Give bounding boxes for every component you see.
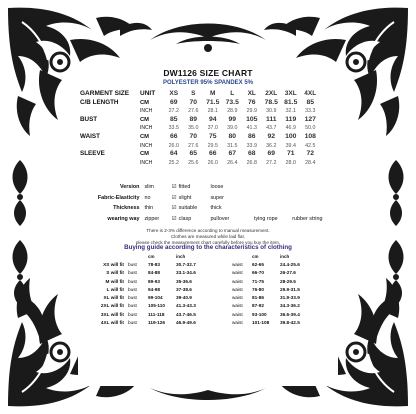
unit-inch: INCH <box>140 125 153 132</box>
value-cm: 71 <box>286 150 295 158</box>
value-cm: 76 <box>247 98 256 106</box>
value-cm: 86 <box>247 132 256 140</box>
guide-waist-label: waist <box>232 278 243 284</box>
attribute-option <box>254 214 292 225</box>
option-label: thin <box>144 205 154 212</box>
checked-box-icon: ☑ <box>171 215 177 222</box>
option-label: thick <box>210 205 222 212</box>
checked-box-icon: ☑ <box>171 184 177 191</box>
guide-waist-cm: 62-65 <box>252 261 264 267</box>
option-label: pullover <box>210 215 230 222</box>
guide-waist-label: waist <box>232 311 243 317</box>
measure-label-empty <box>80 142 140 151</box>
attribute-option <box>144 182 171 193</box>
value-inch: 27.6 <box>188 108 199 115</box>
value-inch: 28.9 <box>227 108 238 115</box>
value-inch: 29.9 <box>246 108 257 115</box>
value-cm: 66 <box>208 150 217 158</box>
value-inch: 37.0 <box>207 125 218 132</box>
value-inch: 33.5 <box>168 125 179 132</box>
attribute-name: Fabric-Elasticity <box>97 194 140 201</box>
guide-waist-cm: 66-70 <box>252 270 264 276</box>
size-row-sleeve-inch <box>80 159 320 168</box>
value-cm: 119 <box>285 115 297 123</box>
option-label: rubber string <box>292 215 323 222</box>
unit-cm: CM <box>140 99 150 106</box>
value-cm: 69 <box>169 98 178 106</box>
value-inch: 30.9 <box>266 108 277 115</box>
value-inch: 27.2 <box>266 159 277 166</box>
note-check: please check the measurement chart carefully before you buy the item. <box>135 240 281 245</box>
value-cm: 64 <box>169 150 178 158</box>
size-row-c-b-length-inch <box>80 107 320 116</box>
value-cm: 92 <box>267 132 276 140</box>
guide-waist-cm: 76-80 <box>252 286 264 292</box>
guide-bust-inch: 33.1-34.6 <box>176 270 196 276</box>
value-inch: 33.9 <box>246 142 257 149</box>
guide-header-inch: inch <box>176 253 186 259</box>
material-composition: POLYESTER 95% SPANDEX 5% <box>162 80 254 86</box>
attribute-option <box>172 203 211 214</box>
attribute-option <box>210 214 254 225</box>
guide-waist-cm: 101-108 <box>252 320 270 326</box>
guide-bust-cm: 89-93 <box>148 278 160 284</box>
guide-bust-label: bust <box>128 270 137 276</box>
guide-waist-label: waist <box>232 261 243 267</box>
value-cm: 99 <box>228 115 237 123</box>
attribute-name: Version <box>119 184 140 191</box>
value-inch: 43.7 <box>266 125 277 132</box>
guide-waist-cm: 71-75 <box>252 278 264 284</box>
attribute-option <box>144 214 171 225</box>
checked-box-icon: ☑ <box>171 205 177 212</box>
guide-row <box>86 318 336 326</box>
guide-waist-inch: 24.4-25.6 <box>280 261 300 267</box>
size-row-bust-cm <box>80 116 320 125</box>
size-row-sleeve-cm <box>80 150 320 159</box>
option-label: no <box>144 194 151 201</box>
option-label: suitable <box>178 205 198 212</box>
value-cm: 66 <box>169 132 178 140</box>
guide-header-row <box>86 252 336 260</box>
value-inch: 25.2 <box>168 159 179 166</box>
measure-label: SLEEVE <box>80 150 105 158</box>
header-size-3xl: 3XL <box>284 90 297 97</box>
guide-waist-inch: 31.9-33.9 <box>280 295 300 301</box>
guide-size: 4XL will fit <box>100 320 124 326</box>
value-cm: 69 <box>267 150 276 158</box>
attribute-row <box>88 193 338 204</box>
guide-size: S will fit <box>106 270 124 276</box>
unit-cm: CM <box>140 133 150 140</box>
measure-label: BUST <box>80 115 98 123</box>
attribute-option <box>172 214 211 225</box>
header-size-xs: XS <box>169 90 179 97</box>
value-inch: 26.4 <box>227 159 238 166</box>
guide-bust-label: bust <box>128 278 137 284</box>
value-inch: 36.2 <box>266 142 277 149</box>
guide-bust-label: bust <box>128 303 137 309</box>
guide-row <box>86 277 336 285</box>
unit-cm: CM <box>140 116 150 123</box>
guide-waist-inch: 39.8-42.5 <box>280 320 300 326</box>
guide-waist-inch: 26-27.6 <box>280 270 296 276</box>
header-size-2xl: 2XL <box>265 90 278 97</box>
guide-waist-cm: 81-86 <box>252 295 264 301</box>
value-cm: 89 <box>189 115 198 123</box>
unit-inch: INCH <box>140 108 153 115</box>
value-inch: 26.0 <box>207 159 218 166</box>
value-cm: 71.5 <box>206 98 220 106</box>
value-cm: 94 <box>208 115 217 123</box>
attribute-row <box>88 214 338 225</box>
guide-waist-label: waist <box>232 286 243 292</box>
guide-waist-cm: 93-100 <box>252 311 267 317</box>
attribute-option <box>172 182 211 193</box>
guide-bust-inch: 37-38.6 <box>176 286 192 292</box>
guide-bust-label: bust <box>128 286 137 292</box>
unit-inch: INCH <box>140 142 153 149</box>
attribute-row <box>88 203 338 214</box>
value-inch: 39.4 <box>285 142 296 149</box>
guide-bust-inch: 30.7-32.7 <box>176 261 196 267</box>
header-size-xl: XL <box>247 90 256 97</box>
guide-bust-inch: 41.3-43.3 <box>176 303 196 309</box>
guide-bust-inch: 46.9-49.6 <box>176 320 196 326</box>
value-inch: 27.6 <box>188 142 199 149</box>
guide-row <box>86 285 336 293</box>
option-label: super <box>210 194 224 201</box>
size-row-waist-cm <box>80 133 320 142</box>
header-size-s: S <box>191 90 196 97</box>
buying-guide-title: Buying guide according to the characteristics of clothing <box>124 244 292 251</box>
value-cm: 80 <box>228 132 237 140</box>
header-size-m: M <box>210 90 216 97</box>
size-header-row <box>80 90 320 99</box>
checked-box-icon: ☑ <box>171 194 177 201</box>
value-inch: 28.4 <box>305 159 316 166</box>
value-inch: 50.0 <box>305 125 316 132</box>
value-inch: 28.1 <box>207 108 218 115</box>
value-inch: 46.9 <box>285 125 296 132</box>
attribute-option <box>210 182 254 193</box>
guide-bust-cm: 99-104 <box>148 295 163 301</box>
guide-bust-label: bust <box>128 261 137 267</box>
size-row-bust-inch <box>80 124 320 133</box>
option-label: loose <box>210 184 224 191</box>
attribute-option <box>210 203 254 214</box>
option-label: zipper <box>144 215 160 222</box>
guide-row <box>86 293 336 301</box>
value-cm: 65 <box>189 150 198 158</box>
guide-bust-cm: 78-83 <box>148 261 160 267</box>
attributes-table <box>88 182 338 224</box>
attribute-option <box>172 193 211 204</box>
guide-header-blank <box>128 252 148 260</box>
value-cm: 70 <box>189 98 198 106</box>
value-inch: 33.3 <box>305 108 316 115</box>
guide-waist-inch: 34.3-36.2 <box>280 303 300 309</box>
guide-waist-label: waist <box>232 295 243 301</box>
guide-header-cm: cm <box>252 253 259 259</box>
value-inch: 41.3 <box>246 125 257 132</box>
measure-label-empty <box>80 107 140 116</box>
guide-bust-cm: 119-126 <box>148 320 165 326</box>
attribute-option <box>144 193 171 204</box>
measure-label-empty <box>80 159 140 168</box>
guide-bust-label: bust <box>128 311 137 317</box>
guide-bust-label: bust <box>128 295 137 301</box>
header-size-4xl: 4XL <box>304 90 317 97</box>
guide-header-inch: inch <box>280 253 290 259</box>
guide-header-cm: cm <box>148 253 155 259</box>
size-row-c-b-length-cm <box>80 99 320 108</box>
option-label: fitted <box>178 184 191 191</box>
guide-header-blank <box>232 252 252 260</box>
guide-waist-inch: 28-29.5 <box>280 278 296 284</box>
guide-waist-inch: 36.6-39.4 <box>280 311 300 317</box>
size-chart-panel <box>78 66 338 386</box>
measure-label-empty <box>80 124 140 133</box>
attribute-option <box>144 203 171 214</box>
guide-size: L will fit <box>106 286 124 292</box>
value-inch: 39.0 <box>227 125 238 132</box>
chart-title: DW1126 SIZE CHART <box>163 68 253 78</box>
header-size-l: L <box>230 90 235 97</box>
guide-bust-inch: 43.7-46.5 <box>176 311 196 317</box>
option-label: tying rope <box>253 215 278 222</box>
option-label: clasp <box>178 215 192 222</box>
value-cm: 78.5 <box>264 98 278 106</box>
guide-bust-cm: 94-98 <box>148 286 160 292</box>
header-garment-size: GARMENT SIZE <box>80 90 130 97</box>
guide-bust-cm: 84-88 <box>148 270 160 276</box>
value-cm: 70 <box>189 132 198 140</box>
guide-header-blank <box>86 252 128 260</box>
attribute-row <box>88 182 338 193</box>
value-cm: 72 <box>306 150 315 158</box>
value-inch: 29.5 <box>207 142 218 149</box>
buying-guide-table <box>86 252 336 327</box>
measure-label: WAIST <box>80 132 100 140</box>
attribute-name: wearing way <box>107 215 140 222</box>
attribute-name: Thickness <box>113 205 140 212</box>
value-cm: 111 <box>265 115 277 123</box>
guide-waist-label: waist <box>232 320 243 326</box>
guide-size: XS will fit <box>103 261 124 267</box>
value-inch: 26.8 <box>246 159 257 166</box>
value-inch: 32.1 <box>285 108 296 115</box>
value-cm: 100 <box>285 132 297 140</box>
guide-waist-inch: 29.9-31.5 <box>280 286 300 292</box>
value-cm: 127 <box>304 115 316 123</box>
guide-size: 2XL will fit <box>100 303 124 309</box>
attribute-option <box>210 193 254 204</box>
guide-size: M will fit <box>105 278 124 284</box>
value-inch: 42.5 <box>305 142 316 149</box>
attribute-option <box>292 214 338 225</box>
value-cm: 81.5 <box>284 98 298 106</box>
guide-waist-label: waist <box>232 303 243 309</box>
unit-cm: CM <box>140 151 150 158</box>
size-row-waist-inch <box>80 142 320 151</box>
guide-row <box>86 269 336 277</box>
guide-size: XL will fit <box>103 295 124 301</box>
value-cm: 85 <box>169 115 178 123</box>
guide-bust-label: bust <box>128 320 137 326</box>
guide-bust-cm: 111-118 <box>148 311 165 317</box>
value-cm: 105 <box>246 115 258 123</box>
option-label: slim <box>144 184 155 191</box>
unit-inch: INCH <box>140 159 153 166</box>
value-cm: 108 <box>304 132 316 140</box>
value-inch: 27.2 <box>168 108 179 115</box>
value-inch: 25.6 <box>188 159 199 166</box>
guide-bust-inch: 35-36.6 <box>176 278 192 284</box>
value-inch: 28.0 <box>285 159 296 166</box>
value-cm: 85 <box>306 98 315 106</box>
guide-row <box>86 310 336 318</box>
guide-waist-cm: 87-92 <box>252 303 264 309</box>
value-cm: 67 <box>228 150 237 158</box>
value-cm: 73.5 <box>225 98 239 106</box>
option-label: slight <box>178 194 192 201</box>
guide-bust-inch: 39-40.9 <box>176 295 192 301</box>
guide-waist-label: waist <box>232 270 243 276</box>
header-unit: UNIT <box>140 90 156 97</box>
guide-row <box>86 260 336 268</box>
guide-row <box>86 302 336 310</box>
note-flat: Clothes are measured while laid flat. <box>170 234 246 239</box>
size-table <box>80 90 320 167</box>
value-cm: 68 <box>247 150 256 158</box>
value-inch: 26.0 <box>168 142 179 149</box>
value-cm: 75 <box>208 132 217 140</box>
guide-bust-cm: 105-110 <box>148 303 165 309</box>
value-inch: 35.0 <box>188 125 199 132</box>
measure-label: C/B LENGTH <box>80 98 119 106</box>
note-difference: There is 2-3% difference according to manual measurement. <box>146 228 270 233</box>
value-inch: 31.5 <box>227 142 238 149</box>
guide-size: 3XL will fit <box>100 311 124 317</box>
